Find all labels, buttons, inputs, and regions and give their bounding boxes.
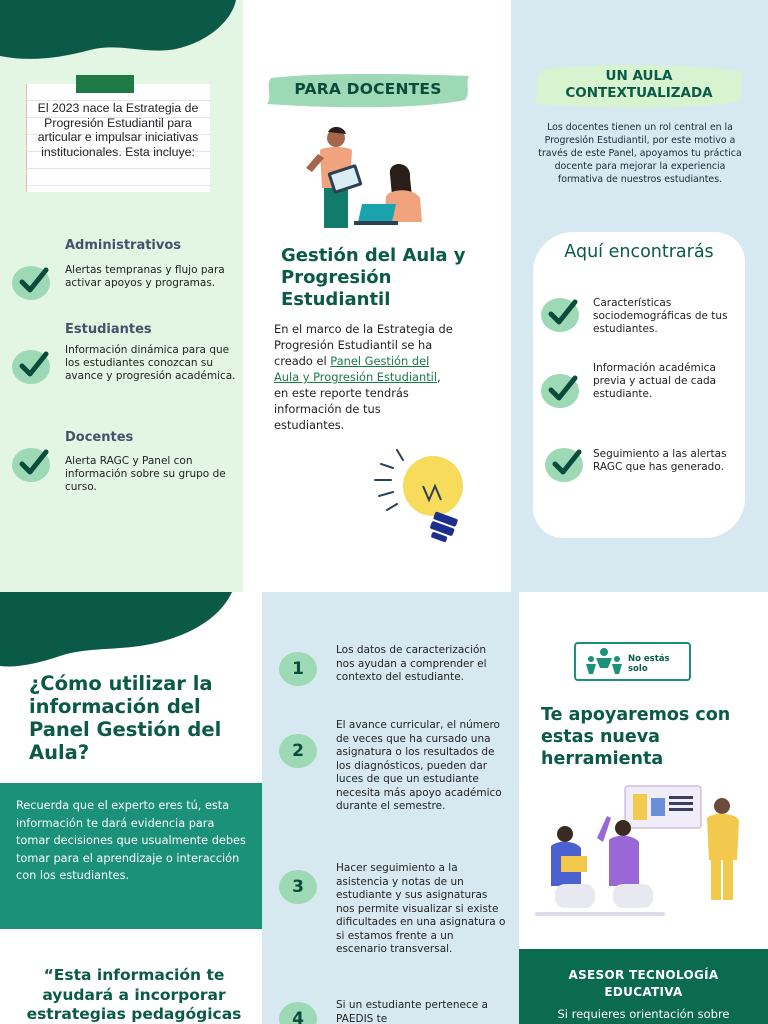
card-item: Información académica previa y actual de cada estudiante. bbox=[593, 362, 717, 400]
section-title: Estudiantes bbox=[65, 322, 152, 337]
decorative-blob bbox=[0, 592, 262, 672]
step-number: 2 bbox=[279, 734, 317, 768]
check-icon bbox=[545, 448, 583, 482]
aula-intro: Los docentes tienen un rol central en la Progresión Estudiantil, por este motivo a través de este Panel, apoyamos tu práctica docente para mejorar la experiencia formativa de nuestros estudiantes. bbox=[538, 122, 742, 185]
pasos-panel bbox=[262, 592, 519, 1024]
tape-decoration bbox=[76, 75, 134, 93]
no-estas-solo-badge bbox=[574, 642, 691, 681]
recuerda-text: Recuerda que el experto eres tú, esta información te dará evidencia para tomar decisiones que usualmente debes tomar para el aprendizaje o interacción con los estudiantes. bbox=[16, 799, 246, 882]
card-item: Seguimiento a las alertas RAGC que has generado. bbox=[593, 448, 727, 473]
intro-note: El 2023 nace la Estrategia de Progresión Estudiantil para articular e impulsar iniciativas institucionales. Esta incluye: bbox=[37, 101, 199, 159]
como-panel bbox=[0, 592, 262, 1024]
section-title: Docentes bbox=[65, 430, 134, 445]
encontraras-card bbox=[533, 232, 745, 538]
panel-link[interactable]: Panel Gestión del Aula y Progresión Estudiantil bbox=[274, 354, 437, 384]
apoyo-panel bbox=[519, 592, 768, 1024]
step-text: Si un estudiante pertenece a PAEDIS te bbox=[336, 999, 488, 1024]
check-icon bbox=[541, 374, 579, 408]
team-illustration bbox=[535, 782, 755, 932]
lightbulb-icon bbox=[371, 446, 481, 546]
section-text: Alertas tempranas y flujo para activar apoyos y programas. bbox=[65, 264, 225, 289]
check-icon bbox=[12, 266, 50, 300]
step-text: El avance curricular, el número de veces que ha cursado una asignatura o los resultados de los diagnósticos, pueden dar luces de que un estudiante necesita más apoyo académico durante el semestre. bbox=[336, 719, 502, 812]
check-icon bbox=[12, 448, 50, 482]
como-heading: ¿Cómo utilizar la información del Panel Gestión del Aula? bbox=[29, 672, 222, 764]
people-logo-icon bbox=[584, 646, 624, 678]
aula-title: UN AULA CONTEXTUALIZADA bbox=[529, 62, 749, 110]
asesor-band bbox=[519, 949, 768, 1024]
asesor-text: Si requieres orientación sobre bbox=[557, 1007, 730, 1021]
section-docentes bbox=[10, 430, 238, 500]
section-title: Administrativos bbox=[65, 238, 182, 253]
asesor-title: ASESOR TECNOLOGÍA EDUCATIVA bbox=[568, 968, 719, 999]
recuerda-band bbox=[0, 783, 262, 929]
docentes-panel bbox=[243, 0, 511, 592]
badge-text: No estás solo bbox=[628, 654, 670, 674]
quote-text: “Esta información te ayudará a incorporar estrategias pedagógicas bbox=[26, 966, 242, 1023]
intro-panel bbox=[0, 0, 243, 592]
teachers-illustration bbox=[288, 126, 438, 236]
step-number: 4 bbox=[279, 1002, 317, 1024]
step-number: 1 bbox=[279, 652, 317, 686]
step-number: 3 bbox=[279, 870, 317, 904]
check-icon bbox=[541, 298, 579, 332]
card-item: Características sociodemográficas de tus estudiantes. bbox=[593, 297, 728, 335]
decorative-blob bbox=[0, 0, 243, 70]
check-icon bbox=[12, 350, 50, 384]
aula-panel bbox=[511, 0, 768, 592]
para-docentes-label: PARA DOCENTES bbox=[265, 70, 471, 112]
apoyo-heading: Te apoyaremos con estas nueva herramienta bbox=[541, 705, 731, 769]
step-text: Hacer seguimiento a la asistencia y notas de un estudiante y sus asignaturas nos permite visualizar si existe dificultades en una asignatura o si estamos frente a un escenario transversal. bbox=[336, 862, 506, 955]
section-estudiantes bbox=[10, 322, 238, 412]
section-administrativos bbox=[10, 238, 238, 308]
card-title: Aquí encontrarás bbox=[564, 242, 714, 262]
section-text: Información dinámica para que los estudiantes conozcan su avance y progresión académica. bbox=[65, 344, 236, 382]
docentes-body: En el marco de la Estrategia de Progresión Estudiantil se ha creado el Panel Gestión del Aula y Progresión Estudiantil, en este reporte tendrás información de tus estudiantes. bbox=[274, 322, 453, 432]
docentes-heading: Gestión del Aula y Progresión Estudiantil bbox=[281, 245, 466, 310]
step-text: Los datos de caracterización nos ayudan a comprender el contexto del estudiante. bbox=[336, 644, 487, 683]
section-text: Alerta RAGC y Panel con información sobre su grupo de curso. bbox=[65, 455, 226, 493]
